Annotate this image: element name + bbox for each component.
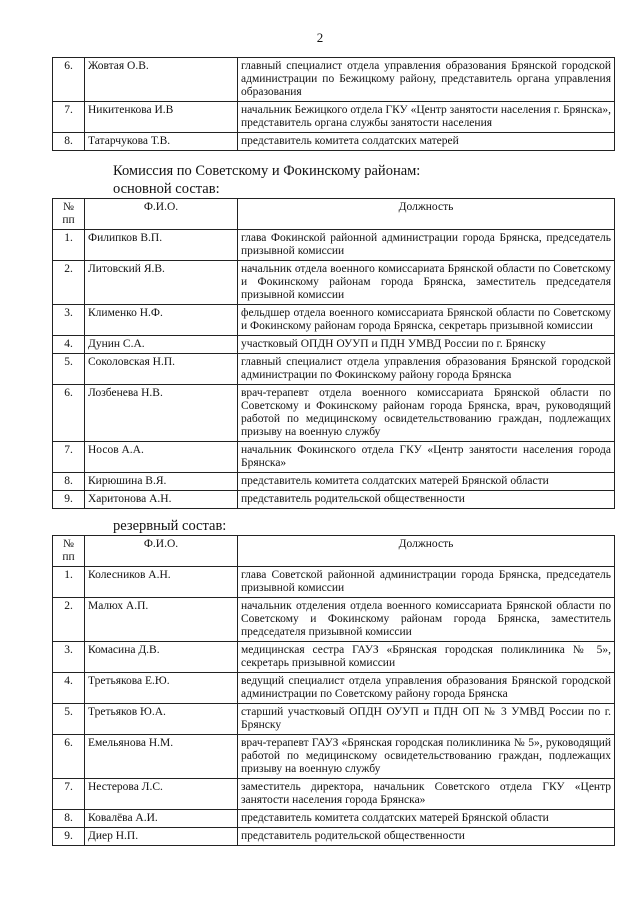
row-position: участковый ОПДН ОУУП и ПДН УМВД России по г. Брянску (238, 336, 615, 354)
row-position: глава Советской районной администрации города Брянска, председатель призывной комиссии (238, 567, 615, 598)
row-name: Третьяков Ю.А. (85, 704, 238, 735)
table-row (53, 102, 615, 133)
row-position: глава Фокинской районной администрации города Брянска, председатель призывной комиссии (238, 230, 615, 261)
reserve-table-body (53, 567, 615, 846)
table-row (53, 354, 615, 385)
row-name: Никитенкова И.В (85, 102, 238, 133)
row-number: 8. (53, 133, 85, 151)
row-name: Жовтая О.В. (85, 58, 238, 102)
table-row (53, 473, 615, 491)
row-number: 6. (53, 58, 85, 102)
row-number: 6. (53, 735, 85, 779)
table-row (53, 230, 615, 261)
row-name: Литовский Я.В. (85, 261, 238, 305)
row-number: 2. (53, 261, 85, 305)
row-number: 3. (53, 305, 85, 336)
row-name: Татарчукова Т.В. (85, 133, 238, 151)
table-row (53, 598, 615, 642)
row-number: 4. (53, 336, 85, 354)
table-row (53, 567, 615, 598)
row-position: медицинская сестра ГАУЗ «Брянская городская поликлиника № 5», секретарь призывной комиссии (238, 642, 615, 673)
row-position: представитель комитета солдатских матерей Брянской области (238, 473, 615, 491)
header-name: Ф.И.О. (85, 536, 238, 567)
header-num: № пп (53, 199, 85, 230)
row-number: 8. (53, 473, 85, 491)
table-row (53, 58, 615, 102)
table-row (53, 704, 615, 735)
reserve-table (52, 535, 615, 846)
row-number: 1. (53, 230, 85, 261)
row-number: 5. (53, 704, 85, 735)
row-number: 5. (53, 354, 85, 385)
table-row (53, 735, 615, 779)
row-position: начальник Бежицкого отдела ГКУ «Центр занятости населения г. Брянска», представитель органа службы занятости населения (238, 102, 615, 133)
row-position: начальник отдела военного комиссариата Брянской области по Советскому и Фокинскому районам города Брянска, заместитель председателя призывной комиссии (238, 261, 615, 305)
row-name: Дунин С.А. (85, 336, 238, 354)
row-number: 8. (53, 810, 85, 828)
commission-heading: Комиссия по Советскому и Фокинскому районам: (113, 163, 421, 179)
row-name: Емельянова Н.М. (85, 735, 238, 779)
row-name: Кирюшина В.Я. (85, 473, 238, 491)
row-name: Соколовская Н.П. (85, 354, 238, 385)
row-number: 7. (53, 442, 85, 473)
row-number: 3. (53, 642, 85, 673)
header-row (53, 536, 615, 567)
row-position: представитель комитета солдатских матерей Брянской области (238, 810, 615, 828)
table-row (53, 810, 615, 828)
row-number: 6. (53, 385, 85, 442)
reserve-composition-heading: резервный состав: (113, 518, 227, 534)
row-name: Клименко Н.Ф. (85, 305, 238, 336)
row-position: представитель родительской общественности (238, 491, 615, 509)
header-num: № пп (53, 536, 85, 567)
header-position: Должность (238, 536, 615, 567)
table-row (53, 261, 615, 305)
row-number: 9. (53, 828, 85, 846)
row-name: Малюх А.П. (85, 598, 238, 642)
row-name: Харитонова А.Н. (85, 491, 238, 509)
row-number: 4. (53, 673, 85, 704)
row-position: представитель родительской общественности (238, 828, 615, 846)
table-row (53, 305, 615, 336)
row-number: 1. (53, 567, 85, 598)
row-position: заместитель директора, начальник Советского отдела ГКУ «Центр занятости населения города Брянска» (238, 779, 615, 810)
row-name: Лозбенева Н.В. (85, 385, 238, 442)
top-table-body (53, 58, 615, 151)
table-row (53, 642, 615, 673)
row-name: Диер Н.П. (85, 828, 238, 846)
row-position: фельдшер отдела военного комиссариата Брянской области по Советскому и Фокинскому районам города Брянска, секретарь призывной комиссии (238, 305, 615, 336)
row-position: ведущий специалист отдела управления образования Брянской городской администрации по Советскому району города Брянска (238, 673, 615, 704)
row-name: Ковалёва А.И. (85, 810, 238, 828)
main-composition-heading: основной состав: (113, 181, 220, 197)
table-row (53, 385, 615, 442)
row-position: старший участковый ОПДН ОУУП и ПДН ОП № 3 УМВД России по г. Брянску (238, 704, 615, 735)
table-row (53, 673, 615, 704)
row-position: начальник отделения отдела военного комиссариата Брянской области по Советскому и Фокинскому районам города Брянска, заместитель председателя призывной комиссии (238, 598, 615, 642)
row-position: начальник Фокинского отдела ГКУ «Центр занятости населения города Брянска» (238, 442, 615, 473)
page-number: 2 (316, 30, 324, 45)
table-row (53, 336, 615, 354)
table-row (53, 442, 615, 473)
main-table-body (53, 230, 615, 509)
table-row (53, 491, 615, 509)
row-position: врач-терапевт отдела военного комиссариата Брянской области по Советскому и Фокинскому районам города Брянска, врач, руководящий работой по медицинскому освидетельствованию граждан, подлежащих призыву на военную службу (238, 385, 615, 442)
row-number: 2. (53, 598, 85, 642)
header-name: Ф.И.О. (85, 199, 238, 230)
row-name: Комасина Д.В. (85, 642, 238, 673)
row-position: главный специалист отдела управления образования Брянской городской администрации по Фокинскому району города Брянска (238, 354, 615, 385)
row-name: Третьякова Е.Ю. (85, 673, 238, 704)
row-position: главный специалист отдела управления образования Брянской городской администрации по Бежицкому району, представитель органа управления образования (238, 58, 615, 102)
top-table (52, 57, 615, 151)
header-position: Должность (238, 199, 615, 230)
row-number: 7. (53, 102, 85, 133)
table-row (53, 779, 615, 810)
row-number: 7. (53, 779, 85, 810)
row-name: Филипков В.П. (85, 230, 238, 261)
header-row (53, 199, 615, 230)
row-position: врач-терапевт ГАУЗ «Брянская городская поликлиника № 5», руководящий работой по медицинскому освидетельствованию граждан, подлежащих призыву на военную службу (238, 735, 615, 779)
row-position: представитель комитета солдатских матерей (238, 133, 615, 151)
table-row (53, 133, 615, 151)
row-name: Нестерова Л.С. (85, 779, 238, 810)
row-number: 9. (53, 491, 85, 509)
row-name: Носов А.А. (85, 442, 238, 473)
row-name: Колесников А.Н. (85, 567, 238, 598)
main-table (52, 198, 615, 509)
table-row (53, 828, 615, 846)
